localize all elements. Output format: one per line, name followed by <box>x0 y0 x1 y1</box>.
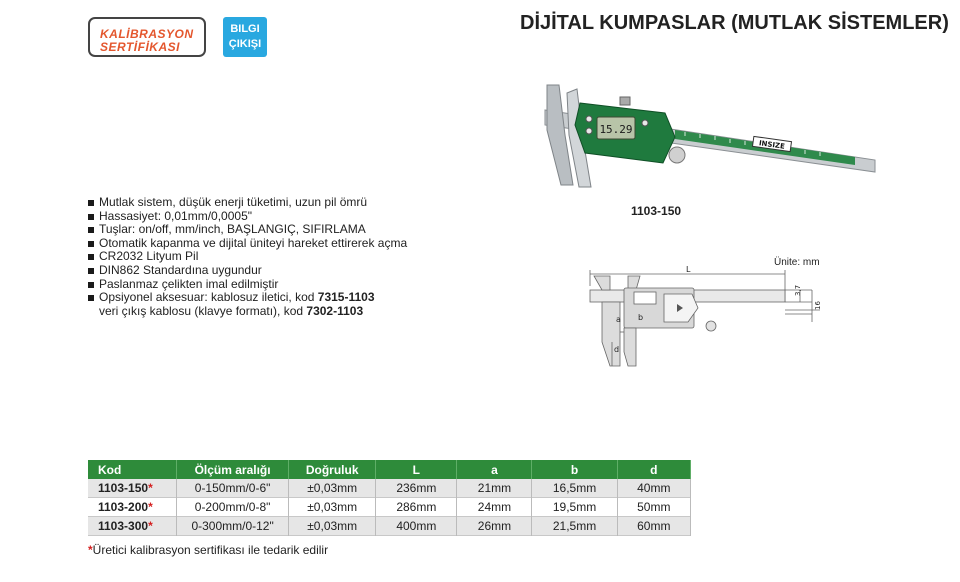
cell-kod: 1103-150* <box>88 479 177 498</box>
badge-line-2: ÇIKIŞI <box>228 38 262 50</box>
cell-d: 40mm <box>617 479 690 498</box>
feature-item-accessory <box>88 291 407 305</box>
dim-label-3-7: 3,7 <box>794 284 802 296</box>
table-header-row <box>88 460 691 479</box>
header-kod: Kod <box>88 460 177 479</box>
cell-b: 19,5mm <box>532 498 617 517</box>
cell-a: 26mm <box>457 517 532 536</box>
cell-accuracy: ±0,03mm <box>289 479 376 498</box>
cell-range: 0-150mm/0-6" <box>177 479 289 498</box>
cell-accuracy: ±0,03mm <box>289 517 376 536</box>
header-b: b <box>532 460 617 479</box>
accessory-text-1: Opsiyonel aksesuar: kablosuz iletici, kod <box>99 290 318 305</box>
table-row <box>88 498 691 517</box>
cell-d: 50mm <box>617 498 690 517</box>
badge-line-1: KALİBRASYON <box>100 27 194 41</box>
feature-item: Paslanmaz çelikten imal edilmiştir <box>88 278 407 292</box>
calibration-certificate-badge <box>88 17 206 57</box>
feature-item: DIN862 Standardına uygundur <box>88 264 407 278</box>
footnote <box>88 543 328 557</box>
digital-caliper-image <box>525 75 885 190</box>
accessory-text-2: veri çıkış kablosu (klavye formatı), kod <box>99 303 307 318</box>
dim-label-d: d <box>614 345 620 354</box>
unit-note: Ünite: mm <box>774 257 820 268</box>
cell-accuracy: ±0,03mm <box>289 498 376 517</box>
dim-label-a: a <box>616 315 621 324</box>
dim-label-16: 16 <box>814 301 822 310</box>
header-d: d <box>617 460 690 479</box>
brand-mark: INSIZE <box>758 139 786 151</box>
cell-a: 21mm <box>457 479 532 498</box>
badge-line-1: BILGI <box>230 23 260 35</box>
feature-item-accessory-cont <box>88 305 407 319</box>
model-caption: 1103-150 <box>631 204 682 218</box>
header-a: a <box>457 460 532 479</box>
feature-item: Tuşlar: on/off, mm/inch, BAŞLANGIÇ, SIFIRLAMA <box>88 223 407 237</box>
feature-item: Otomatik kapanma ve dijital üniteyi hareket ettirerek açma <box>88 237 407 251</box>
accessory-code-1: 7315-1103 <box>317 290 375 305</box>
accessory-code-2: 7302-1103 <box>306 303 364 318</box>
footnote-text: Üretici kalibrasyon sertifikası ile tedarik edilir <box>92 543 329 557</box>
header-range: Ölçüm aralığı <box>177 460 289 479</box>
header-accuracy: Doğruluk <box>289 460 376 479</box>
table-row <box>88 479 691 498</box>
footnote-star: * <box>88 543 93 557</box>
feature-item: Mutlak sistem, düşük enerji tüketimi, uzun pil ömrü <box>88 196 407 210</box>
feature-item: CR2032 Lityum Pil <box>88 250 407 264</box>
spec-table <box>88 460 691 536</box>
cell-b: 16,5mm <box>532 479 617 498</box>
cell-L: 236mm <box>376 479 457 498</box>
cell-d: 60mm <box>617 517 690 536</box>
star-mark: * <box>148 500 153 514</box>
cell-kod: 1103-300* <box>88 517 177 536</box>
cell-b: 21,5mm <box>532 517 617 536</box>
cell-a: 24mm <box>457 498 532 517</box>
feature-item: Hassasiyet: 0,01mm/0,0005" <box>88 210 407 224</box>
cell-kod: 1103-200* <box>88 498 177 517</box>
star-mark: * <box>148 481 153 495</box>
cell-range: 0-200mm/0-8" <box>177 498 289 517</box>
display-reading: 15.29 <box>599 123 633 136</box>
data-output-badge <box>223 17 267 57</box>
header-L: L <box>376 460 457 479</box>
dimension-diagram <box>580 262 820 374</box>
cell-L: 286mm <box>376 498 457 517</box>
badge-line-2: SERTİFİKASI <box>100 40 180 54</box>
feature-list <box>88 196 407 318</box>
dim-label-L: L <box>686 265 691 274</box>
dim-label-b: b <box>638 313 644 322</box>
cell-range: 0-300mm/0-12" <box>177 517 289 536</box>
page-title: DİJİTAL KUMPASLAR (MUTLAK SİSTEMLER) <box>520 12 949 34</box>
star-mark: * <box>148 519 153 533</box>
cell-L: 400mm <box>376 517 457 536</box>
table-row <box>88 517 691 536</box>
